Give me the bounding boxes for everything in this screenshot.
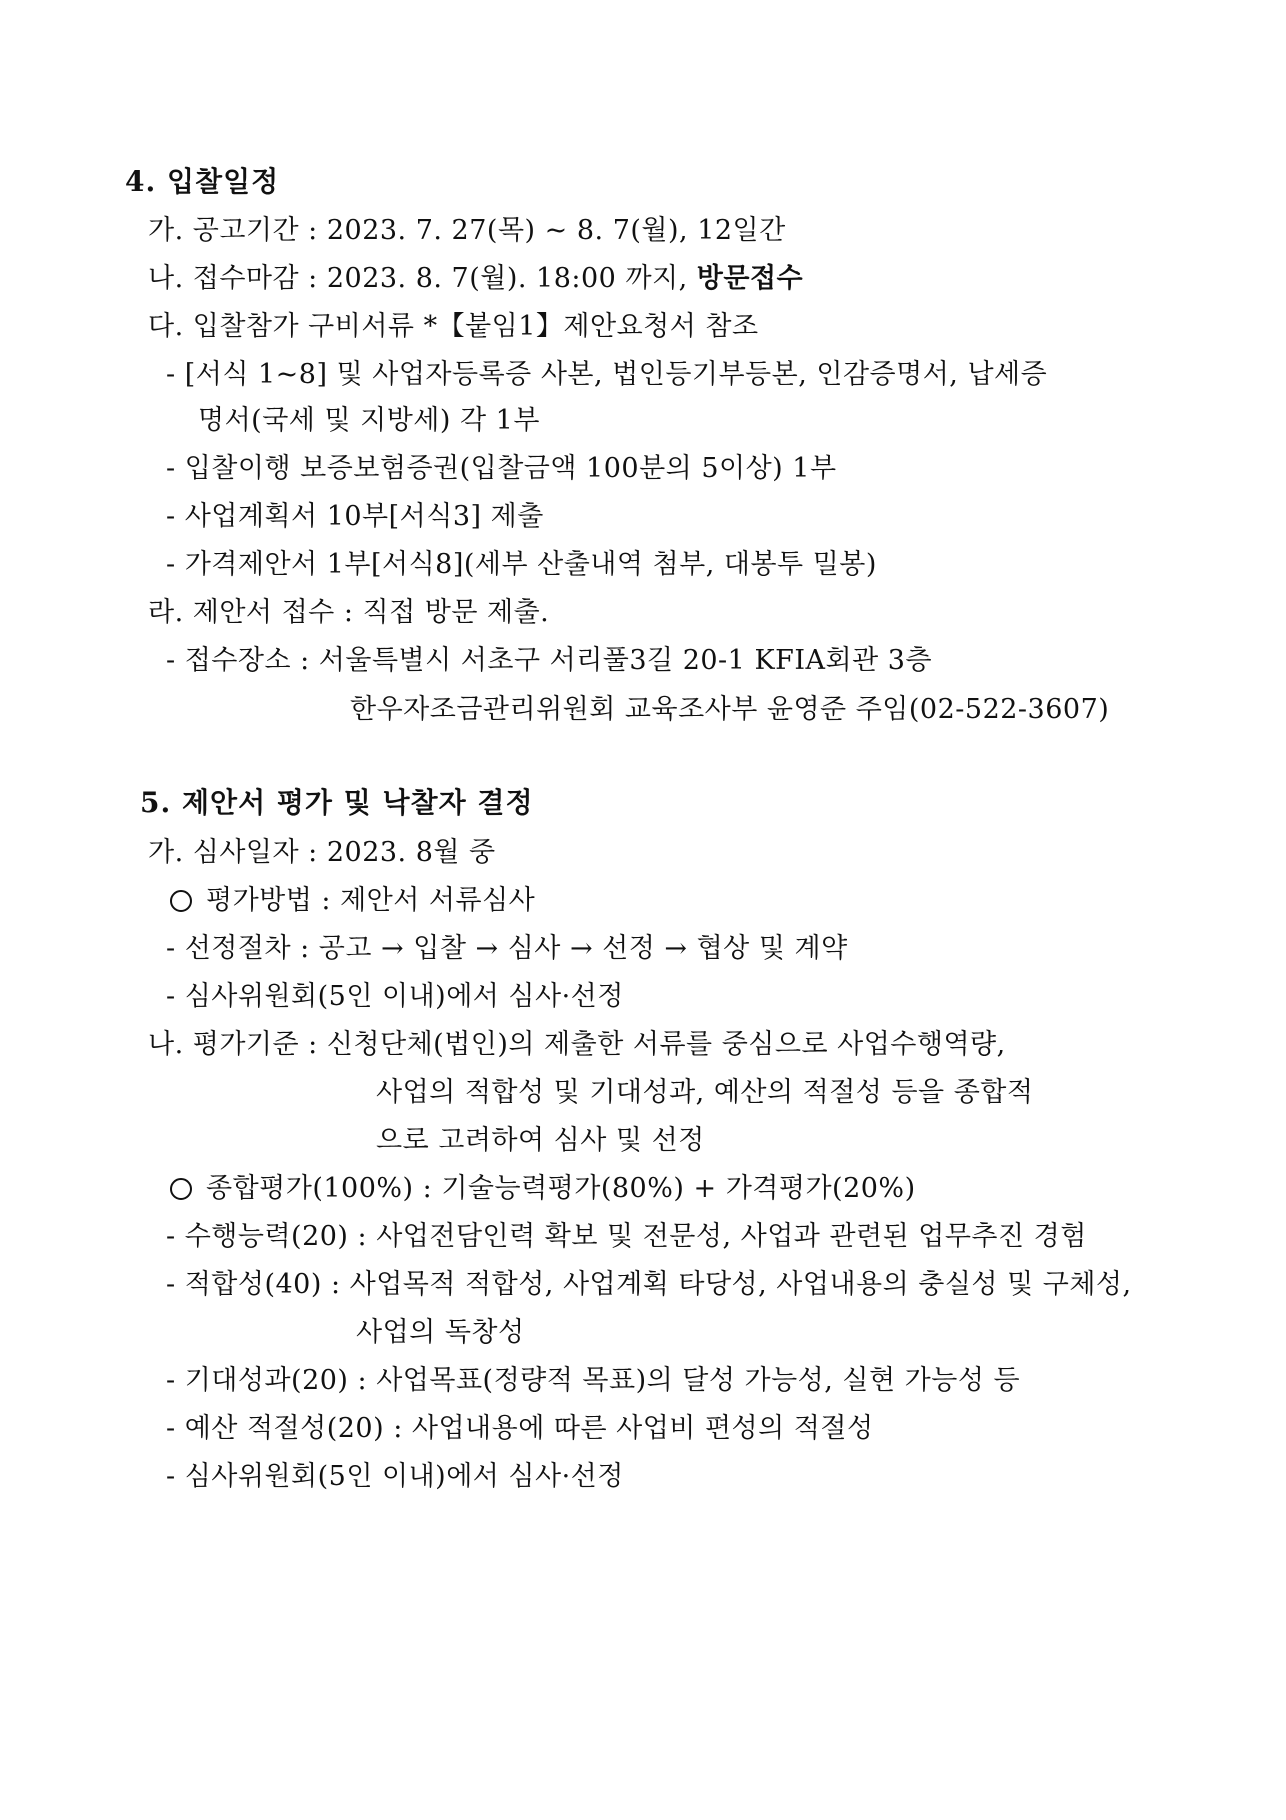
list-item: - 기대성과(20) : 사업목표(정량적 목표)의 달성 가능성, 실현 가능성 등 (166, 1365, 1021, 1396)
evaluation-criteria-continued: 사업의 적합성 및 기대성과, 예산의 적절성 등을 종합적 (376, 1077, 1034, 1108)
list-item: - 수행능력(20) : 사업전담인력 확보 및 전문성, 사업과 관련된 업무추진 경험 (166, 1221, 1087, 1252)
list-item: - 적합성(40) : 사업목적 적합성, 사업계획 타당성, 사업내용의 충실성 및 구체성, (166, 1269, 1132, 1300)
review-date: 가. 심사일자 : 2023. 8월 중 (148, 837, 496, 868)
list-item: 명서(국세 및 지방세) 각 1부 (198, 405, 540, 436)
section-4-heading: 4. 입찰일정 (125, 165, 280, 198)
list-item: - [서식 1~8] 및 사업자등록증 사본, 법인등기부등본, 인감증명서, 납세증 (166, 359, 1048, 390)
evaluation-criteria-continued: 으로 고려하여 심사 및 선정 (376, 1125, 705, 1156)
total-evaluation-text: 종합평가(100%) : 기술능력평가(80%) + 가격평가(20%) (206, 1173, 916, 1204)
proposal-submission: 라. 제안서 접수 : 직접 방문 제출. (148, 597, 550, 628)
evaluation-method-text: 평가방법 : 제안서 서류심사 (206, 885, 536, 916)
submission-deadline (148, 262, 803, 296)
evaluation-method (170, 884, 535, 918)
circle-bullet-icon (170, 1178, 192, 1200)
evaluation-criteria: 나. 평가기준 : 신청단체(법인)의 제출한 서류를 중심으로 사업수행역량, (148, 1029, 1006, 1060)
required-documents: 다. 입찰참가 구비서류 *【붙임1】제안요청서 참조 (148, 311, 759, 342)
list-item: - 선정절차 : 공고 → 입찰 → 심사 → 선정 → 협상 및 계약 (166, 933, 848, 964)
circle-bullet-icon (170, 890, 192, 912)
list-item: - 입찰이행 보증보험증권(입찰금액 100분의 5이상) 1부 (166, 453, 837, 484)
list-item: - 가격제안서 1부[서식8](세부 산출내역 첨부, 대봉투 밀봉) (166, 549, 877, 580)
visit-submission-label: 방문접수 (696, 263, 804, 294)
contact-info: 한우자조금관리위원회 교육조사부 윤영준 주임(02-522-3607) (350, 694, 1110, 725)
submission-deadline-text: 나. 접수마감 : 2023. 8. 7(월). 18:00 까지, (148, 263, 697, 294)
list-item: - 사업계획서 10부[서식3] 제출 (166, 501, 544, 532)
notice-period: 가. 공고기간 : 2023. 7. 27(목) ~ 8. 7(월), 12일간 (148, 215, 786, 246)
list-item: - 심사위원회(5인 이내)에서 심사·선정 (166, 981, 624, 1012)
list-item-continued: 사업의 독창성 (356, 1317, 525, 1348)
list-item: - 심사위원회(5인 이내)에서 심사·선정 (166, 1461, 624, 1492)
section-5-heading: 5. 제안서 평가 및 낙찰자 결정 (140, 786, 534, 819)
total-evaluation (170, 1172, 916, 1206)
list-item: - 예산 적절성(20) : 사업내용에 따른 사업비 편성의 적절성 (166, 1413, 874, 1444)
list-item: - 접수장소 : 서울특별시 서초구 서리풀3길 20-1 KFIA회관 3층 (166, 645, 933, 676)
